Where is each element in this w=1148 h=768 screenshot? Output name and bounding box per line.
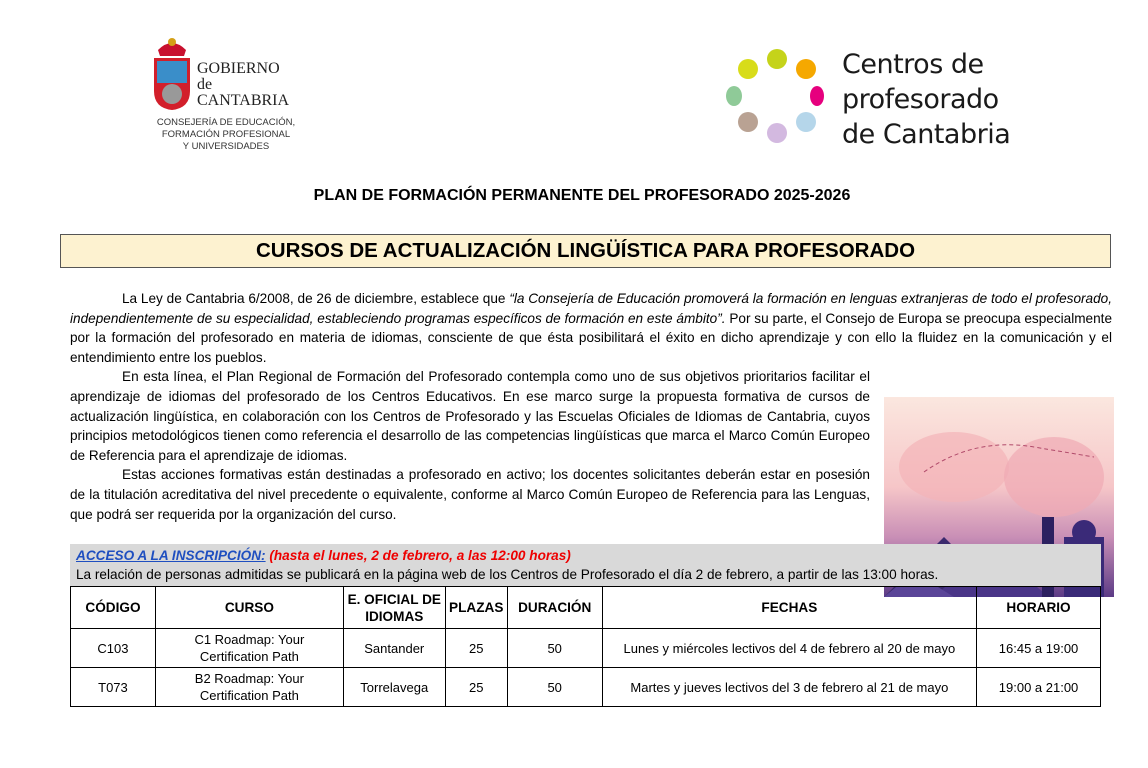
consejeria-line: FORMACIÓN PROFESIONAL: [161, 129, 291, 140]
gob-line1: GOBIERNO: [197, 60, 280, 77]
table-header: [71, 587, 1101, 629]
p1-text: La Ley de Cantabria 6/2008, de 26 de diciembre, establece que: [122, 291, 510, 306]
cell-plazas: 25: [445, 668, 507, 707]
col-plazas: PLAZAS: [445, 587, 507, 629]
colon: :: [261, 548, 266, 563]
cell-fechas: Martes y jueves lectivos del 3 de febrero al 21 de mayo: [602, 668, 976, 707]
consejeria-text: [150, 117, 302, 153]
gob-line3: CANTABRIA: [197, 92, 290, 109]
cell-fechas: Lunes y miércoles lectivos del 4 de febrero al 20 de mayo: [602, 629, 976, 668]
cep-line: Centros de: [842, 49, 984, 80]
cell-codigo: T073: [71, 668, 156, 707]
cell-horario: 16:45 a 19:00: [977, 629, 1101, 668]
cell-plazas: 25: [445, 629, 507, 668]
p1-text-b: Por su parte, el Consejo de Europa se preocupa especialmente por la formación del profesorado en materia de idiomas, consciente de que ésta posibilitará el éxito en dicho aprendizaje y con ello la fluidez en la comunicación y el entendimiento entre los pueblos.: [70, 310, 1112, 365]
cell-eoi: Santander: [343, 629, 445, 668]
coat-of-arms-icon: [152, 36, 192, 111]
cell-duracion: 50: [507, 668, 602, 707]
cell-horario: 19:00 a 21:00: [977, 668, 1101, 707]
gob-line2: de: [197, 76, 213, 93]
paragraph-1: [70, 289, 1112, 367]
col-horario: HORARIO: [977, 587, 1101, 629]
deadline-text: (hasta el lunes, 2 de febrero, a las 12:00 horas): [265, 548, 571, 563]
cell-codigo: C103: [71, 629, 156, 668]
law-quote: “la Consejería de Educación promoverá la formación en lenguas extranjeras de todo el profesorado, independientemente de su especialidad, estableciendo programas específicos de formación en este ámbito”.: [70, 291, 1112, 326]
page-title: CURSOS DE ACTUALIZACIÓN LINGÜÍSTICA PARA PROFESORADO: [60, 234, 1111, 268]
col-codigo: CÓDIGO: [71, 587, 156, 629]
courses-table: [70, 586, 1101, 707]
admission-note: La relación de personas admitidas se publicará en la página web de los Centros de Profesorado el día 2 de febrero, a partir de las 13:00 horas.: [76, 567, 939, 582]
plan-title: PLAN DE FORMACIÓN PERMANENTE DEL PROFESORADO 2025-2026: [313, 187, 851, 204]
paragraph-2: En esta línea, el Plan Regional de Formación del Profesorado contempla como uno de sus objetivos prioritarios facilitar el aprendizaje de idiomas del profesorado de los Centros Educativos. En ese marco surge la propuesta formativa de cursos de actualización lingüística, en colaboración con los Centros de Profesorado y las Escuelas Oficiales de Idiomas de Cantabria, cuyos principios metodológicos tienen como referencia el desarrollo de las competencias lingüísticas que marca el Marco Común Europeo de Referencia para el aprendizaje de idiomas.: [70, 369, 870, 463]
cep-line: profesorado: [842, 84, 999, 115]
cell-curso: B2 Roadmap: Your Certification Path: [155, 668, 343, 707]
col-duracion: DURACIÓN: [507, 587, 602, 629]
cell-eoi: Torrelavega: [343, 668, 445, 707]
cell-duracion: 50: [507, 629, 602, 668]
consejeria-line: CONSEJERÍA DE EDUCACIÓN,: [156, 117, 296, 128]
inscription-link[interactable]: ACCESO A LA INSCRIPCIÓN: [76, 548, 262, 563]
cep-line: de Cantabria: [842, 119, 1011, 150]
col-curso: CURSO: [155, 587, 343, 629]
table-row: [71, 629, 1101, 668]
gobierno-cantabria-logo: [150, 36, 310, 156]
paragraph-3: Estas acciones formativas están destinadas a profesorado en activo; los docentes solicitantes deberán estar en posesión de la titulación acreditativa del nivel precedente o equivalente, conforme al Marco Común Europeo de Referencia para las Lenguas, que podrá ser requerida por la organización del curso.: [70, 467, 870, 522]
cell-curso: C1 Roadmap: Your Certification Path: [155, 629, 343, 668]
centros-profesorado-logo: [722, 45, 1022, 155]
consejeria-line: Y UNIVERSIDADES: [182, 141, 270, 152]
table-row: [71, 668, 1101, 707]
col-fechas: FECHAS: [602, 587, 976, 629]
access-banner: [70, 544, 1101, 586]
col-eoi: E. OFICIAL DE IDIOMAS: [343, 587, 445, 629]
